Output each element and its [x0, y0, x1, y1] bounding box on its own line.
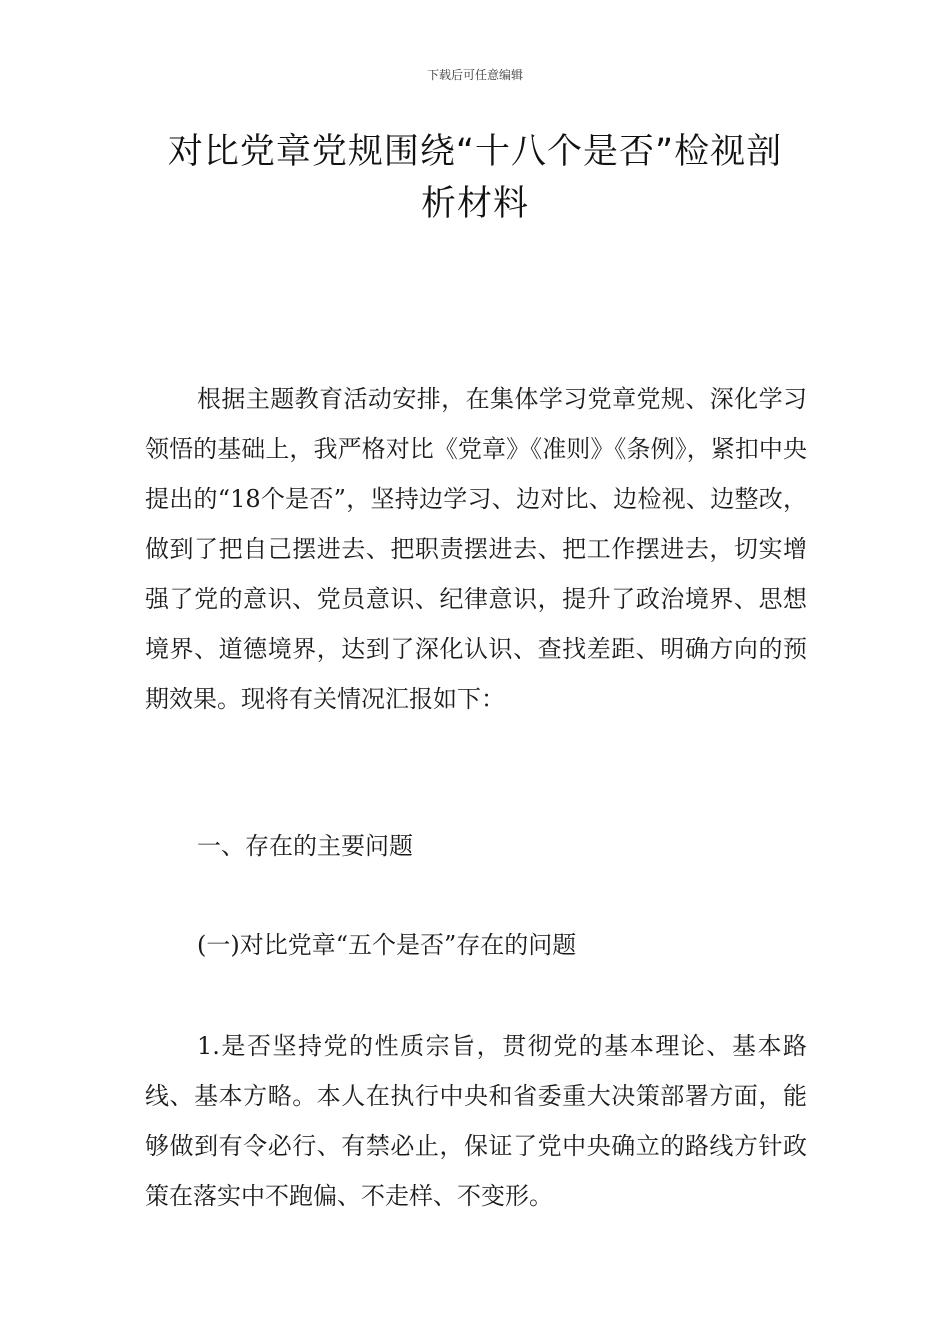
- title-line-2: 析材料: [420, 184, 529, 224]
- section-heading-block: [145, 821, 807, 871]
- subsection-heading-block: [145, 920, 807, 970]
- header-note: 下载后可任意编辑: [426, 68, 523, 82]
- intro-paragraph: 根据主题教育活动安排，在集体学习党章党规、深化学习领悟的基础上，我严格对比《党章》《准则》《条例》，紧扣中央提出的“18个是否”，坚持边学习、边对比、边检视、边整改，做到了把自己摆进去、把职责摆进去、把工作摆进去，切实增强了党的意识、党员意识、纪律意识，提升了政治境界、思想境界、道德境界，达到了深化认识、查找差距、明确方向的预期效果。现将有关情况汇报如下：: [145, 385, 807, 713]
- item-paragraph: 1.是否坚持党的性质宗旨，贯彻党的基本理论、基本路线、基本方略。本人在执行中央和省委重大决策部署方面，能够做到有令必行、有禁必止，保证了党中央确立的路线方针政策在落实中不跑偏、不走样、不变形。: [145, 1032, 807, 1210]
- title-line-1: 对比党章党规围绕“十八个是否”检视剖: [167, 132, 783, 172]
- section-heading: 一、存在的主要问题: [197, 832, 413, 860]
- subsection-heading: (一)对比党章“五个是否”存在的问题: [197, 931, 577, 959]
- intro-paragraph-block: [145, 374, 807, 724]
- item-paragraph-block: [145, 1021, 807, 1221]
- document-title: [140, 126, 810, 230]
